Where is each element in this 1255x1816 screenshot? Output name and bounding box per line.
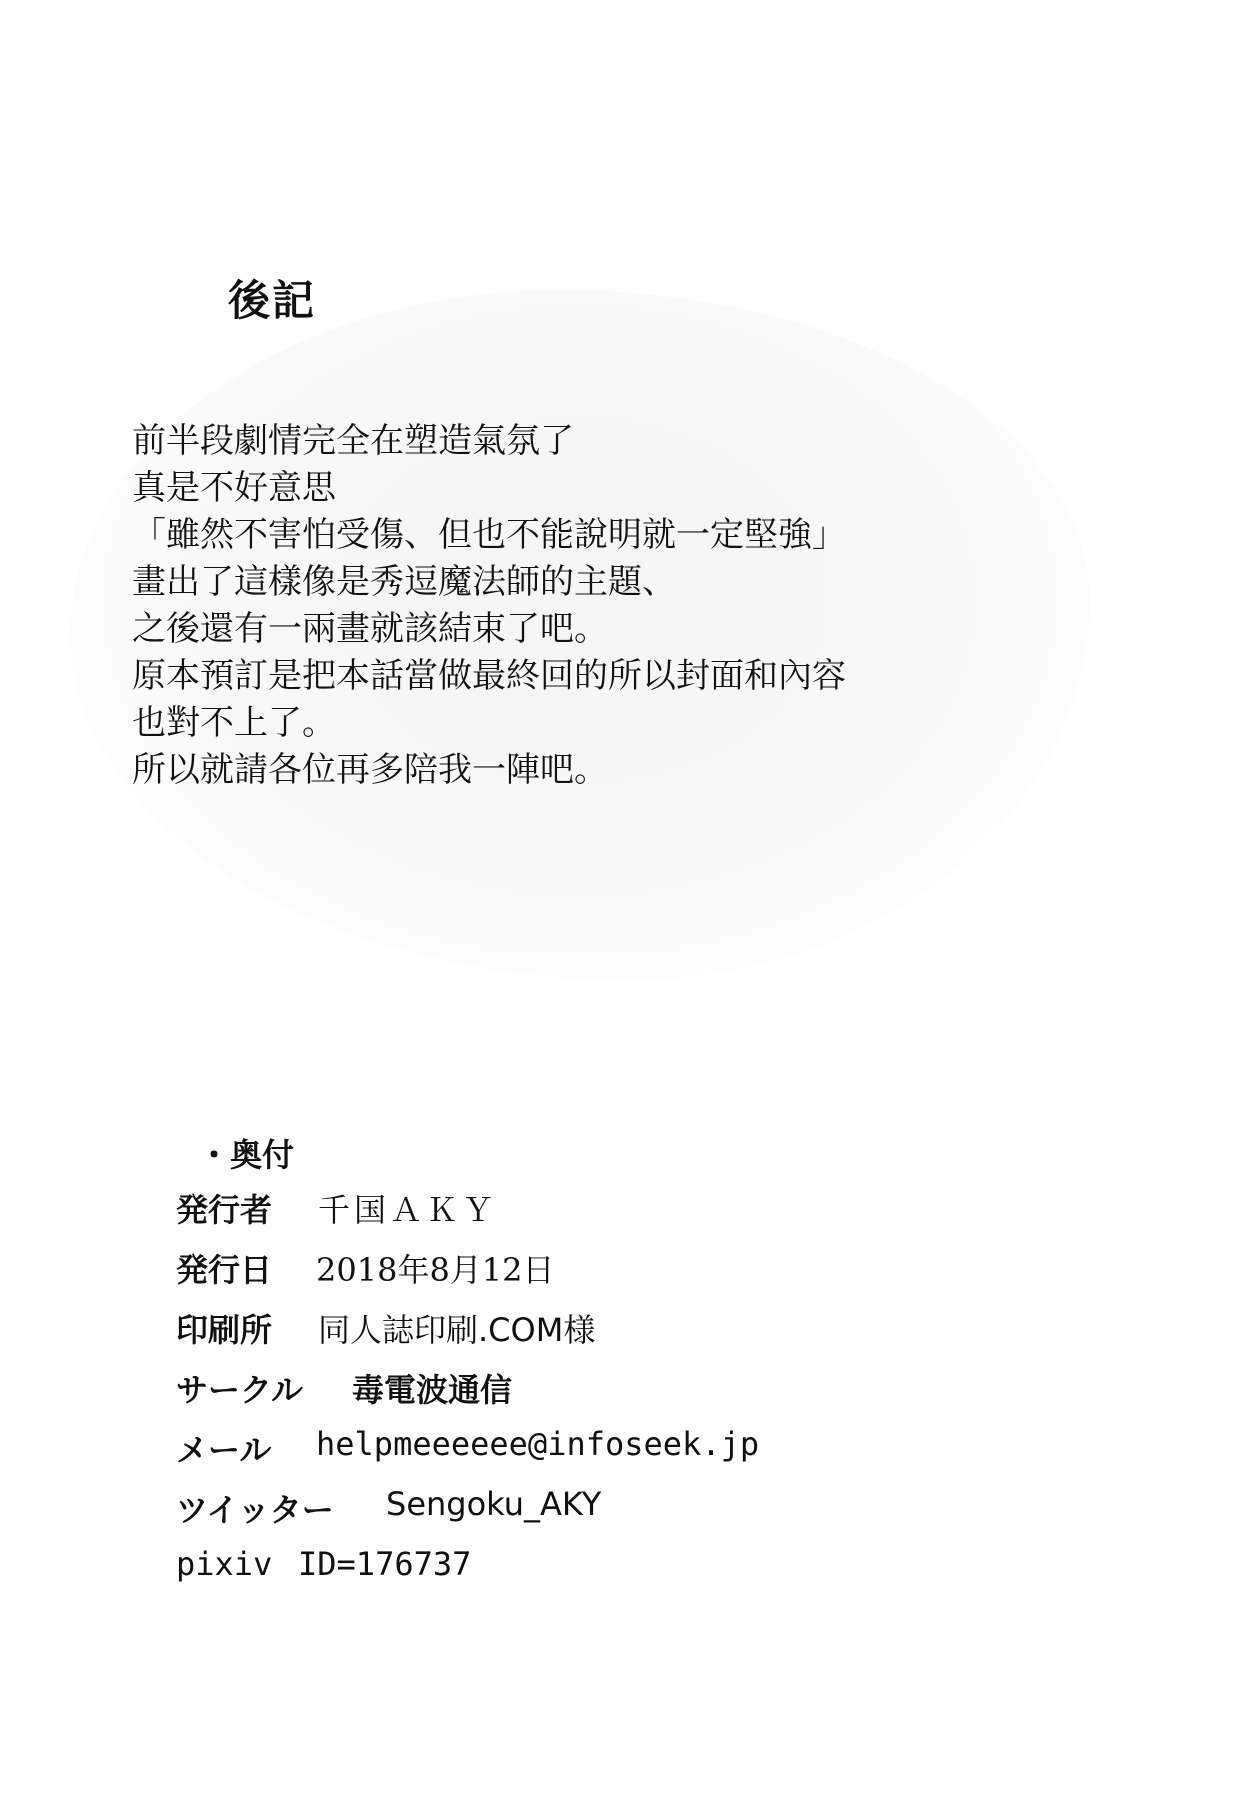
afterword-line: 所以就請各位再多陪我一陣吧。 — [132, 750, 608, 790]
mail-label: メール — [176, 1431, 272, 1469]
afterword-title: 後記 — [228, 276, 317, 325]
date-value: 2018年8月12日 — [316, 1251, 555, 1289]
printer-label: 印刷所 — [176, 1311, 273, 1349]
mail-value: helpmeeeeee@infoseek.jp — [316, 1425, 760, 1463]
colophon-title: ・奥付 — [198, 1136, 295, 1174]
afterword-line: 原本預訂是把本話當做最終回的所以封面和內容 — [132, 656, 846, 696]
date-label: 発行日 — [176, 1251, 273, 1289]
pixiv-value: ID=176737 — [298, 1545, 472, 1583]
publisher-label: 発行者 — [176, 1191, 273, 1229]
twitter-value: Sengoku_AKY — [386, 1485, 602, 1523]
afterword-line: 畫出了這樣像是秀逗魔法師的主題、 — [132, 562, 676, 602]
afterword-line: 「雖然不害怕受傷、但也不能說明就一定堅強」 — [132, 515, 846, 555]
afterword-line: 也對不上了。 — [132, 703, 336, 743]
printer-value: 同人誌印刷.COM様 — [318, 1311, 596, 1349]
afterword-line: 真是不好意思 — [132, 468, 336, 508]
circle-value: 毒電波通信 — [352, 1371, 513, 1409]
pixiv-label: pixiv — [176, 1545, 273, 1583]
afterword-line: 前半段劇情完全在塑造氣氛了 — [132, 421, 574, 461]
circle-label: サークル — [176, 1371, 304, 1409]
afterword-body — [132, 418, 1092, 794]
afterword-line: 之後還有一兩畫就該結束了吧。 — [132, 609, 608, 649]
publisher-value: 千国ＡＫＹ — [318, 1191, 499, 1229]
twitter-label: ツイッター — [176, 1491, 334, 1529]
